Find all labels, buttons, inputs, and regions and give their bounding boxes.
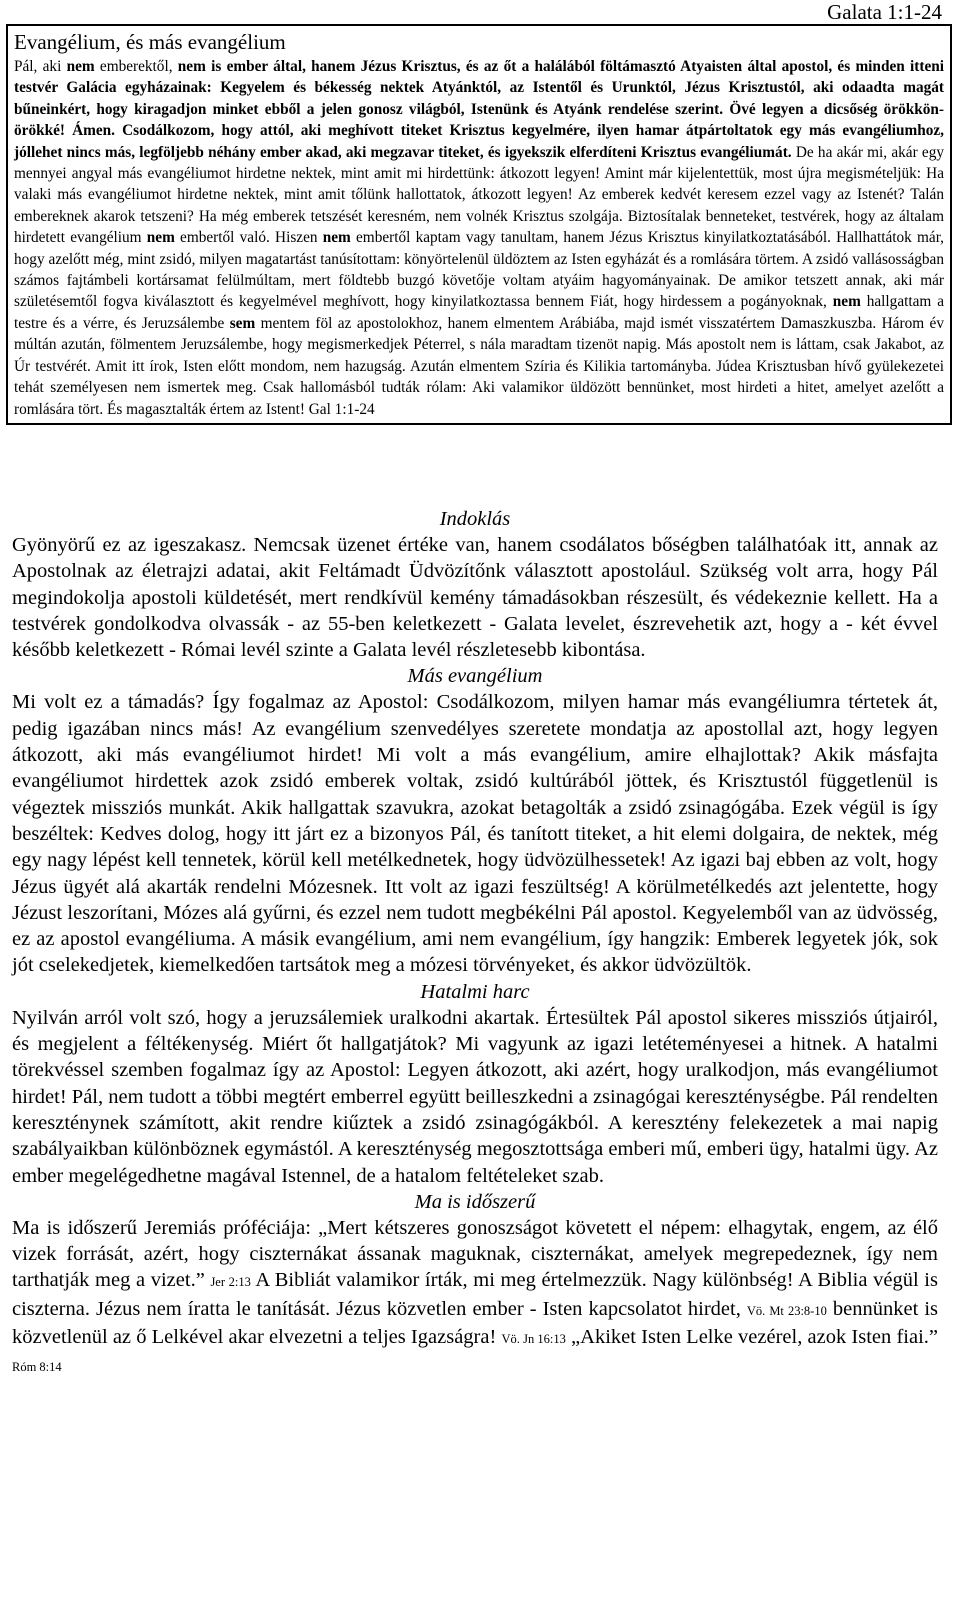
scripture-segment: nem xyxy=(177,58,206,75)
paragraph-text: bennünket is közvetlenül az ő Lelkével akar elvezetni a teljes Igazságra! xyxy=(12,1297,938,1349)
scripture-segment: hallgattam a testre és a vérre, és Jeruzsálembe xyxy=(14,293,944,332)
scripture-segment: nem xyxy=(66,58,95,75)
paragraph-text: „Akiket Isten Lelke vezérel, azok Isten fiai.” xyxy=(565,1326,938,1349)
scripture-segment: is ember által, hanem Jézus Krisztus, és az őt a halálából föltámasztó Atyaisten által apostol, és minden itteni testvér Galácia egyházainak: Kegyelem és békesség nektek Atyánktól, az Istentől és Urunktól, Jézus Krisztustól, aki odaadta magát bűneinkért, hogy kiragadjon minket ebből a jelen gonosz világból, Istenünk és Atyánk rendelése szerint. Övé legyen a dicsőség örökkön-örökké! Ámen. xyxy=(14,58,944,140)
scripture-segment: Pál, aki xyxy=(14,58,67,75)
section-paragraph xyxy=(12,532,938,663)
paragraph-text: Mi volt ez a támadás? Így fogalmaz az Apostol: Csodálkozom, milyen hamar más evangéliumra tértetek át, pedig igazában nincs más! Az evangélium szenvedélyes szeretete mondatja az apostollal azt, hogy legyen átkozott, aki más evangéliumot hirdet! Mi volt a más evangélium, amire elhajlottak? Akik másfajta evangéliumot hirdettek azok zsidó emberek voltak, zsidó kultúrából jöttek, és Krisztustól függetlenül is végeztek missziós munkát. Akik hallgattak szavukra, azokat betagolták a zsidó zsinagógába. Ezek végül is így beszéltek: Kedves dolog, hogy itt járt ez a bizonyos Pál, és tanított titeket, a hit elemi dolgaira, de nektek, még egy nagy lépést kell tennetek, körül kell metélkednetek, hogy üdvözülhessetek! Az igazi baj ebben az volt, hogy Jézus ügyét alá akarták rendelni Mózesnek. Itt volt az igazi feszültség! A körülmetélkedés azt jelentette, hogy Jézust leszorítani, Mózes alá gyűrni, és ezzel nem tudott megbékélni Pál apostol. Kegyelemből van az üdvösség, ez az apostol evangéliuma. A másik evangélium, ami nem evangélium, így hangzik: Emberek legyetek jók, sok jót cselekedjetek, kiemelkedően tartsátok meg a mózesi törvényeket, és akkor üdvözültök. xyxy=(12,691,938,977)
scripture-segment: sem xyxy=(229,314,256,332)
scripture-text xyxy=(14,56,944,420)
scripture-segment: nem xyxy=(146,229,175,247)
scripture-segment: nem xyxy=(832,293,861,311)
section-paragraph xyxy=(12,689,938,978)
scripture-segment: Csodálkozom, hogy attól, aki meghívott titeket Krisztus kegyelmére, ilyen hamar átpártoltatok egy más evangéliumhoz, jóllehet nincs más, legföljebb néhány ember akad, aki megzavar titeket, és igyekszik elferdíteni Krisztus evangéliumát. xyxy=(14,122,944,161)
paragraph-text: A Bibliát valamikor írták, mi meg értelmezzük. Nagy különbség! A Biblia végül is ciszterna. Jézus nem íratta le tanítását. Jézus közvetlen ember - Isten kapcsolatot hirdet, xyxy=(12,1269,938,1320)
scripture-segment: mentem föl az apostolokhoz, hanem elmentem Arábiába, majd ismét visszatértem Damaszkuszba. Három év múltán azután, fölmentem Jeruzsálembe, hogy megismerkedjek Péterrel, s nála maradtam tizenöt napig. Más apostolt nem is láttam, csak Jakabot, az Úr testvérét. Amit itt írok, Isten előtt mondom, nem hazugság. Azután elmentem Szíria és Kilikia tartományba. Júdea Krisztusban hívő gyülekezetei tehát személyesen nem ismertek meg. Csak hallomásból tudták rólam: Aki valamikor üldözött bennünket, most hirdeti a hitet, amelyet azelőtt a romlására tört. És magasztalták értem az Istent! Gal 1:1-24 xyxy=(14,314,944,418)
paragraph-text: Ma is időszerű Jeremiás próféciája: „Mert kétszeres gonoszságot követett el népem: elhagytak, engem, az élő vizek forrását, azért, hogy ciszternákat ássanak maguknak, ciszternákat, amelyek megrepedeznek, így nem tarthatják meg a vizet.” xyxy=(12,1216,938,1292)
bible-reference: Róm 8:14 xyxy=(12,1360,62,1375)
scripture-segment: De ha akár mi, akár egy mennyei angyal más evangéliumot hirdetne nektek, mint amit mi hirdettünk: átkozott legyen! Amint már kijelentettük, most újra megismételjük: Ha valaki más evangéliumot hirdetne nektek, mint amit tőlünk hallottatok, átkozott legyen! Az emberek kedvét keresem ezzel vagy az Istenét? Talán embereknek akarok tetszeni? Ha még emberek tetszését keresném, nem volnék Krisztus szolgája. Biztosítalak benneteket, testvérek, hogy az általam hirdetett evangélium xyxy=(14,143,945,247)
section-paragraph xyxy=(12,1005,938,1189)
commentary xyxy=(12,506,938,1381)
section-paragraph xyxy=(12,1215,938,1381)
paragraph-text: Nyilván arról volt szó, hogy a jeruzsálemiek uralkodni akartak. Értesültek Pál apostol sikeres missziós útjairól, és megjelent a féltékenység. Miért őt hallgatjátok? Mi vagyunk az igazi letéteményesei a hitnek. A hatalmi törekvéssel szemben fogalmaz így az Apostol: Legyen átkozott, aki azért, hogy uralkodjon, más evangéliumot hirdet! Pál, nem tudott a többi megtért emberrel együtt beilleszkedni a zsinagógai kereszténységbe. Pál rendelten kereszténynek számított, akit rendre kiűztek a zsidó zsinagógákból. A keresztény felekezetek a mai napig szabályaikban különböznek egymástól. A kereszténység megosztottsága emberi mű, emberi ügy, hatalmi ügy. Az ember megelégedhetne magával Istennel, de a hatalom feltételeket szab. xyxy=(12,1006,938,1187)
section-heading: Ma is időszerű xyxy=(414,1190,536,1213)
scripture-segment: nem xyxy=(322,229,351,247)
page-reference: Galata 1:1-24 xyxy=(827,0,942,24)
scripture-segment: embertől való. Hiszen xyxy=(174,229,323,247)
bible-reference: Jer 2:13 xyxy=(210,1275,251,1290)
scripture-box xyxy=(6,24,952,425)
section-heading: Indoklás xyxy=(439,508,511,530)
section-heading: Hatalmi harc xyxy=(420,980,530,1003)
scripture-title: Evangélium, és más evangélium xyxy=(14,30,286,54)
bible-reference: Vö. Jn 16:13 xyxy=(501,1332,566,1347)
bible-reference: Vö. Mt 23:8-10 xyxy=(746,1303,827,1318)
paragraph-text: Gyönyörű ez az igeszakasz. Nemcsak üzenet értéke van, hanem csodálatos bőségben találhatóak itt, annak az Apostolnak az életrajzi adatai, akit Feltámadt Üdvözítőnk választott apostolául. Szükség volt arra, hogy Pál megindokolja apostoli küldetését, mert rendkívül kemény támadásokban részesült, és védekeznie kellett. Ha a testvérek gondolkodva olvassák - az 55-ben keletkezett - Galata levelet, észrevehetik azt, hogy a - két évvel később keletkezett - Római levél szinte a Galata levél részletesebb kibontása. xyxy=(12,534,938,662)
section-heading: Más evangélium xyxy=(407,665,543,688)
scripture-segment: emberektől, xyxy=(94,58,178,75)
scripture-segment: embertől kaptam vagy tanultam, hanem Jézus Krisztus kinyilatkoztatásából. Hallhattátok már, hogy azelőtt még, mint zsidó, milyen magatartást tanúsítottam: könyörtelenül üldöztem az Isten egyházát és a romlására törtem. A zsidó vallásosságban számos fajtámbeli kortársamat felülmúltam, mert földtebb buzgó követője voltam atyáim hagyományainak. De amikor tetszett annak, aki már születésemtől fogva kiválasztott és kegyelmével meghívott, hogy kinyilatkoztassa bennem Fiát, hogy hirdessem a pogányoknak, xyxy=(14,229,944,311)
